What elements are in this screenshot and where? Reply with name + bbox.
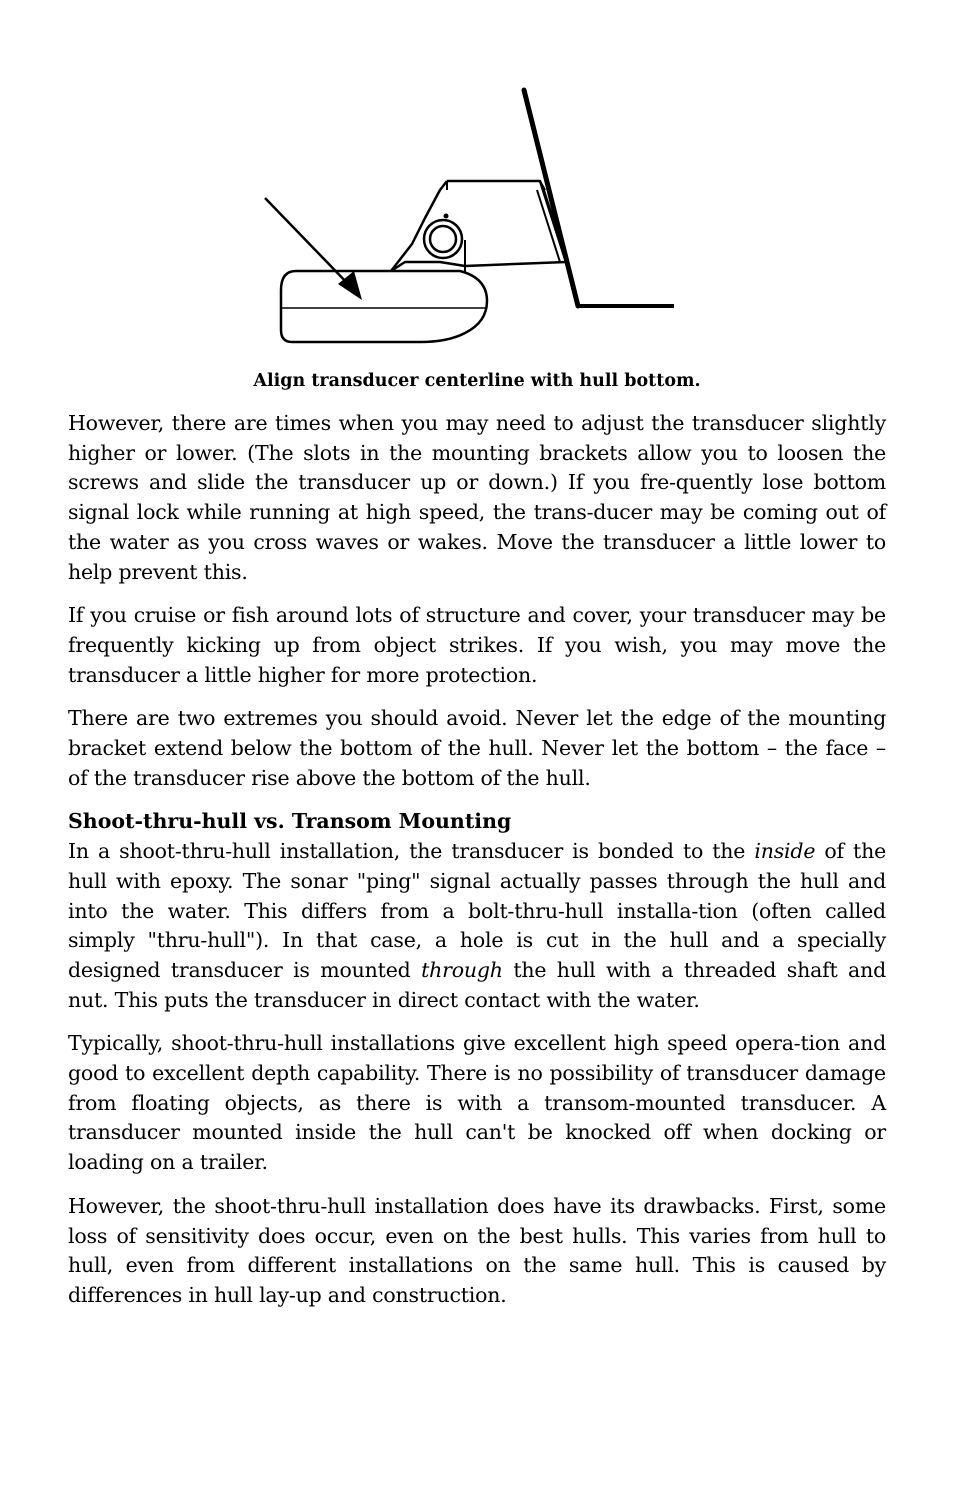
text-run: of the hull with epoxy. The sonar "ping" signal actually passes through the hull and into the water. This differs from a bolt-thru-hull installa-tion (often called simply "thru-hull"). In that case, a hole is cut in the hull and a specially designed transducer is mounted: [68, 839, 887, 982]
figure-caption: Align transducer centerline with hull bottom.: [253, 371, 701, 391]
emphasis-through: through: [421, 957, 503, 982]
transducer-diagram: [0, 0, 954, 360]
page-body: [68, 409, 886, 1325]
text-run: In a shoot-thru-hull installation, the transducer is bonded to the: [68, 839, 755, 864]
paragraph-two-extremes: There are two extremes you should avoid. Never let the edge of the mounting bracket extend below the bottom of the hull. Never let the bottom – the face – of the transducer rise above the bottom of the hull.: [68, 706, 886, 790]
emphasis-inside: inside: [754, 839, 816, 864]
text-run: the hull with a threaded shaft and nut. This puts the transducer in direct contact with the water.: [68, 957, 886, 1012]
paragraph-shoot-thru-definition: [68, 837, 886, 1015]
pivot-screw-dot: [444, 214, 449, 219]
section-heading: Shoot-thru-hull vs. Transom Mounting: [68, 809, 512, 834]
transducer-body: [281, 271, 487, 342]
transom-line: [524, 90, 578, 306]
transducer-illustration: [0, 0, 954, 360]
pivot-bolt-inner: [430, 226, 456, 252]
paragraph-advantages: Typically, shoot-thru-hull installations give excellent high speed opera-tion and good to excellent depth capability. There is no possibility of transducer damage from floating objects, as there is with a transom-mounted transducer. A transducer mounted inside the hull can't be knocked off when docking or loading on a trailer.: [68, 1031, 886, 1175]
bracket-slot-2: [544, 190, 567, 262]
paragraph-drawbacks: However, the shoot-thru-hull installation does have its drawbacks. First, some loss of sensitivity does occur, even on the best hulls. This varies from hull to hull, even from different installations on the same hull. This is caused by differences in hull lay-up and construction.: [68, 1193, 886, 1307]
mounting-bracket: [391, 181, 566, 271]
paragraph-structure-cover: If you cruise or fish around lots of structure and cover, your transducer may be frequently kicking up from object strikes. If you wish, you may move the transducer a little higher for more protection.: [68, 603, 886, 687]
paragraph-adjust-height: However, there are times when you may need to adjust the transducer slightly higher or lower. (The slots in the mounting brackets allow you to loosen the screws and slide the transducer up or down.) If you fre-quently lose bottom signal lock while running at high speed, the trans-ducer may be coming out of the water as you cross waves or wakes. Move the transducer a little lower to help prevent this.: [68, 411, 886, 584]
